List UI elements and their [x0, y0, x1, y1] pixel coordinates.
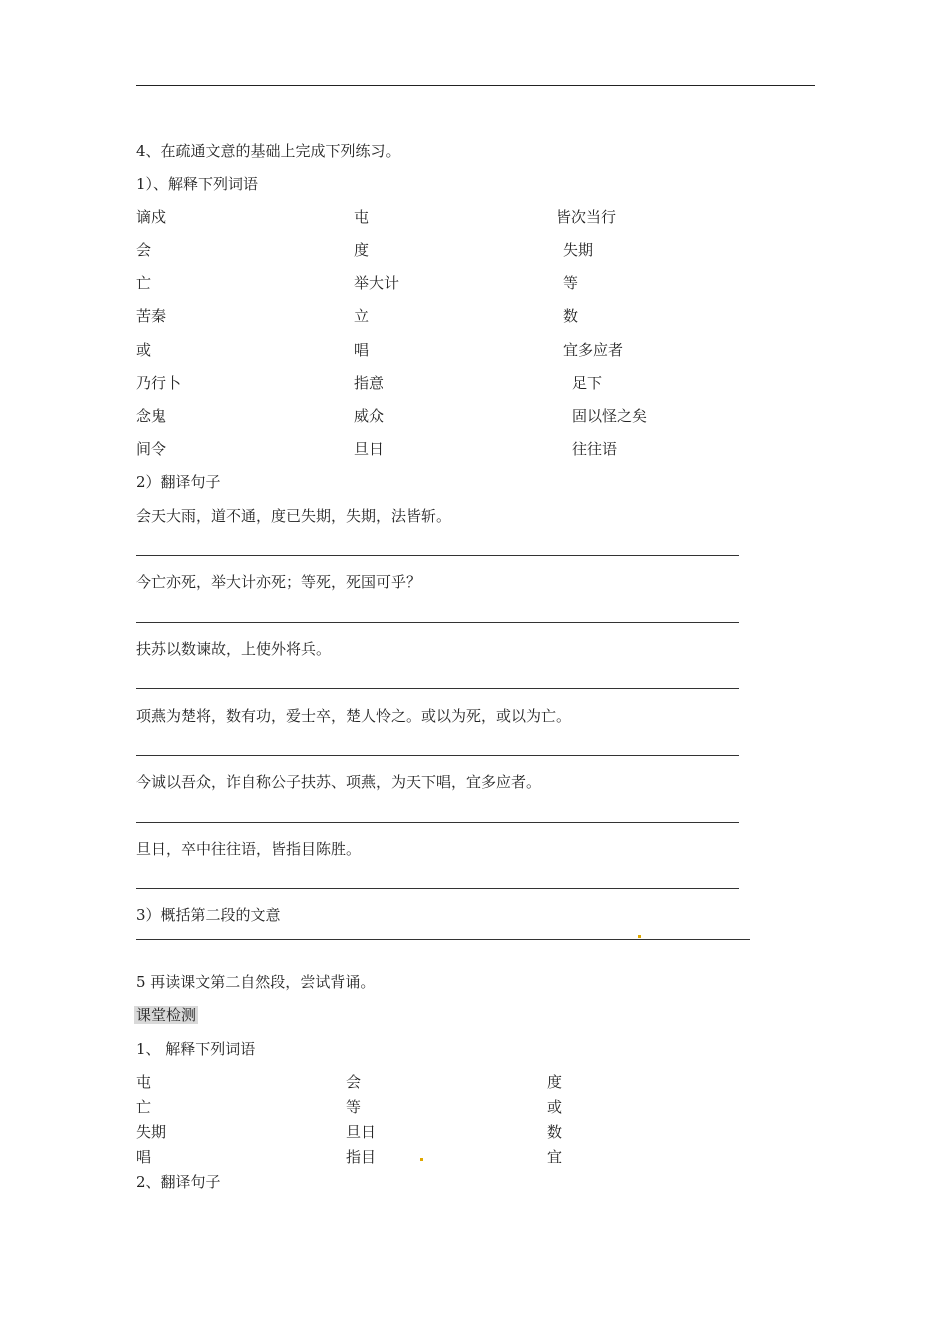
vocab-term: 度 [547, 1073, 563, 1091]
vocab-term: 苦秦 [136, 307, 167, 325]
vocab-term: 失期 [136, 1123, 167, 1141]
vocab-term: 会 [346, 1073, 362, 1091]
vocab-term: 足下 [572, 374, 603, 392]
vocab-term: 固以怪之矣 [572, 407, 648, 425]
vocab-term: 谪戍 [136, 208, 167, 226]
vocab-term: 乃行卜 [136, 374, 182, 392]
translate-sentence: 扶苏以数谏故，上使外将兵。 [136, 640, 332, 658]
vocab-term: 旦日 [354, 440, 385, 458]
vocab-term: 失期 [563, 241, 594, 259]
vocab-term: 指目 [346, 1148, 377, 1166]
vocab-term: 亡 [136, 1098, 152, 1116]
answer-line [136, 755, 739, 756]
scan-speck [420, 1158, 423, 1161]
vocab-term: 皆次当行 [556, 208, 617, 226]
answer-line [136, 688, 739, 689]
vocab-term: 唱 [354, 341, 370, 359]
vocab-term: 或 [547, 1098, 563, 1116]
vocab-term: 屯 [354, 208, 370, 226]
vocab-term: 数 [563, 307, 579, 325]
answer-line [136, 822, 739, 823]
vocab-term: 会 [136, 241, 152, 259]
classroom-heading-text: 课堂检测 [136, 1006, 197, 1024]
vocab-term: 度 [354, 241, 370, 259]
vocab-term: 立 [354, 307, 370, 325]
vocab-term: 数 [547, 1123, 563, 1141]
vocab-term: 间令 [136, 440, 167, 458]
vocab-term: 指意 [354, 374, 385, 392]
vocab-term: 等 [346, 1098, 362, 1116]
answer-line [136, 939, 750, 940]
section5-title: 5 再读课文第二自然段，尝试背诵。 [136, 973, 376, 991]
vocab-term: 亡 [136, 274, 152, 292]
classroom-heading [134, 1005, 198, 1025]
section4-sub3: 3）概括第二段的文意 [136, 906, 281, 924]
section4-title: 4、在疏通文意的基础上完成下列练习。 [136, 142, 401, 160]
answer-line [136, 622, 739, 623]
vocab-term: 宜 [547, 1148, 563, 1166]
vocab-term: 屯 [136, 1073, 152, 1091]
translate-sentence: 今诚以吾众，诈自称公子扶苏、项燕，为天下唱，宜多应者。 [136, 773, 542, 791]
vocab-term: 等 [563, 274, 579, 292]
translate-sentence: 项燕为楚将，数有功，爱士卒，楚人怜之。或以为死，或以为亡。 [136, 707, 572, 725]
vocab-term: 念鬼 [136, 407, 167, 425]
vocab-term: 或 [136, 341, 152, 359]
section4-sub2: 2）翻译句子 [136, 473, 221, 491]
answer-line [136, 888, 739, 889]
classroom-sub2: 2、翻译句子 [136, 1173, 221, 1191]
answer-line [136, 555, 739, 556]
classroom-sub1: 1、 解释下列词语 [136, 1040, 256, 1058]
translate-sentence: 会天大雨，道不通，度已失期，失期，法皆斩。 [136, 507, 452, 525]
translate-sentence: 旦日，卒中往往语，皆指目陈胜。 [136, 840, 362, 858]
vocab-term: 举大计 [354, 274, 400, 292]
translate-sentence: 今亡亦死，举大计亦死；等死，死国可乎？ [136, 573, 422, 591]
vocab-term: 旦日 [346, 1123, 377, 1141]
scan-speck [638, 935, 641, 938]
vocab-term: 唱 [136, 1148, 152, 1166]
vocab-term: 威众 [354, 407, 385, 425]
header-rule [136, 85, 815, 86]
section4-sub1: 1）、解释下列词语 [136, 175, 259, 193]
vocab-term: 宜多应者 [563, 341, 624, 359]
vocab-term: 往往语 [572, 440, 618, 458]
